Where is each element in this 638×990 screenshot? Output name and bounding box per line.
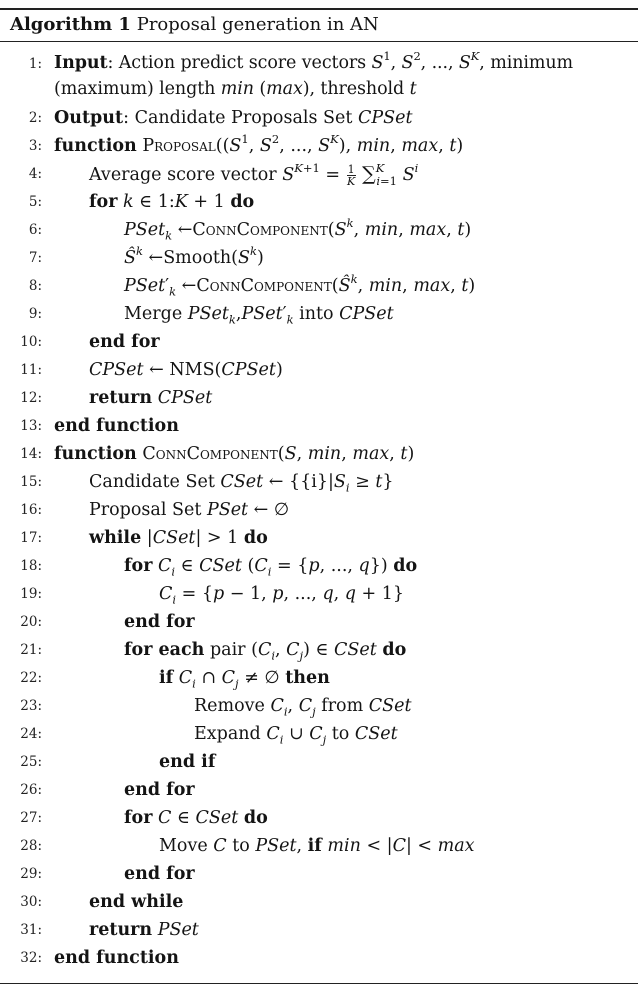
algorithm-line-11	[0, 356, 638, 384]
line-number: 27:	[20, 810, 42, 826]
algorithm-line-30	[0, 888, 638, 916]
line-text: function $Proposal((S^1$, $S^2$, ..., $S^K$), min, max, t)	[54, 132, 464, 156]
line-text: CPSet ← NMS(CPSet)	[89, 360, 283, 380]
algorithm-line-13	[0, 412, 638, 440]
line-number: 2:	[28, 110, 42, 126]
line-text: end function	[54, 416, 179, 436]
algorithm-line-6	[0, 216, 638, 244]
line-text: Input: Action predict score vectors $S^1$, $S^2$, ..., $S^K$, minimum (maximum) length min (max), threshold t	[54, 49, 574, 99]
algorithm-line-28	[0, 832, 638, 860]
line-number: 32:	[20, 950, 42, 966]
algorithm-line-25	[0, 748, 638, 776]
line-number: 10:	[20, 334, 42, 350]
line-text: end if	[159, 752, 216, 772]
line-text: for each pair ($C_i$, $C_j$) ∈ CSet do	[124, 640, 407, 663]
bottom-rule	[0, 983, 638, 984]
line-number: 30:	[20, 894, 42, 910]
algorithm-line-17	[0, 524, 638, 552]
line-number: 31:	[20, 922, 42, 938]
line-text: Output: Candidate Proposals Set CPSet	[54, 108, 413, 128]
algorithm-line-12	[0, 384, 638, 412]
line-text: Remove $C_i$, $C_j$ from CSet	[194, 696, 412, 719]
algorithm-line-26	[0, 776, 638, 804]
line-number: 12:	[20, 390, 42, 406]
line-text: end for	[89, 332, 160, 352]
line-text: if $C_i$ ∩ $C_j$ ≠ ∅ then	[159, 668, 330, 691]
line-text: for $C_i$ ∈ CSet ($C_i = \{p$, ..., q}) do	[124, 556, 418, 579]
line-text: end function	[54, 948, 179, 968]
line-text: $Ŝ^k$ $\leftarrow Smooth(S^k)$	[124, 244, 264, 268]
line-text: end for	[124, 780, 195, 800]
line-number: 20:	[20, 614, 42, 630]
algorithm-header	[10, 11, 634, 39]
line-text: while |CSet| > 1 do	[89, 528, 268, 548]
algorithm-line-10	[0, 328, 638, 356]
line-number: 14:	[20, 446, 42, 462]
algorithm-line-5	[0, 188, 638, 216]
line-number: 15:	[20, 474, 42, 490]
line-number: 26:	[20, 782, 42, 798]
algorithm-line-14	[0, 440, 638, 468]
algorithm-line-2	[0, 104, 638, 132]
line-number: 18:	[20, 558, 42, 574]
header-rule	[0, 41, 638, 42]
line-number: 4:	[28, 166, 42, 182]
line-text: function ConnComponent(S, min, max, t)	[54, 444, 415, 464]
line-text: return CPSet	[89, 388, 213, 408]
algorithm-line-1	[0, 50, 638, 104]
line-text: Expand $C_i$ ∪ $C_j$ to CSet	[194, 724, 398, 747]
line-number: 1:	[28, 56, 42, 72]
algorithm-line-16	[0, 496, 638, 524]
line-text: Merge $PSet_k,PSet'_k$ into CPSet	[124, 304, 394, 327]
line-text: Candidate Set CSet ← $\{\{i\}|S_i \ge t\}$	[89, 472, 394, 495]
algorithm-lines	[0, 50, 638, 972]
line-number: 9:	[28, 306, 42, 322]
line-text: Proposal Set PSet ← ∅	[89, 500, 290, 520]
line-number: 17:	[20, 530, 42, 546]
line-number: 13:	[20, 418, 42, 434]
line-number: 24:	[20, 726, 42, 742]
line-number: 7:	[28, 250, 42, 266]
line-text: Move C to PSet, if min < |C| < max	[159, 836, 475, 856]
algorithm-line-19	[0, 580, 638, 608]
algorithm-line-22	[0, 664, 638, 692]
line-text: for k ∈ 1:K + 1 do	[89, 192, 255, 212]
line-text: Average score vector $S^{K+1}$ = $\frac{1}{K}$ ∑$^K_{i=1}$ $S^i$	[89, 161, 419, 188]
line-text: $PSet'_k$ $\leftarrow ConnComponent(Ŝ^k$, min, max, t)	[124, 272, 476, 299]
line-text: end while	[89, 892, 184, 912]
line-text: end for	[124, 864, 195, 884]
top-rule	[0, 8, 638, 10]
line-number: 23:	[20, 698, 42, 714]
algorithm-line-18	[0, 552, 638, 580]
algorithm-line-9	[0, 300, 638, 328]
algorithm-line-4	[0, 160, 638, 188]
line-number: 3:	[28, 138, 42, 154]
algorithm-line-15	[0, 468, 638, 496]
line-text: end for	[124, 612, 195, 632]
line-number: 25:	[20, 754, 42, 770]
line-number: 6:	[28, 222, 42, 238]
algorithm-title: Proposal generation in AN	[136, 14, 379, 35]
algorithm-line-23	[0, 692, 638, 720]
line-text: return PSet	[89, 920, 199, 940]
line-number: 8:	[28, 278, 42, 294]
algorithm-line-31	[0, 916, 638, 944]
line-number: 19:	[20, 586, 42, 602]
line-number: 5:	[28, 194, 42, 210]
algorithm-line-24	[0, 720, 638, 748]
algorithm-line-21	[0, 636, 638, 664]
algorithm-line-7	[0, 244, 638, 272]
algorithm-line-8	[0, 272, 638, 300]
algorithm-label: Algorithm 1	[10, 14, 131, 35]
line-text: for C ∈ CSet do	[124, 808, 268, 828]
algorithm-line-3	[0, 132, 638, 160]
line-number: 29:	[20, 866, 42, 882]
line-text: $C_i = \{p - 1$, p, ..., q, q + 1}	[159, 584, 405, 607]
line-number: 28:	[20, 838, 42, 854]
line-number: 22:	[20, 670, 42, 686]
algorithm-line-20	[0, 608, 638, 636]
algorithm-line-29	[0, 860, 638, 888]
line-number: 16:	[20, 502, 42, 518]
line-text: PSet$_k$ $\leftarrow ConnComponent(S^k$, min, max, t)	[124, 216, 472, 243]
line-number: 21:	[20, 642, 42, 658]
algorithm-line-32	[0, 944, 638, 972]
algorithm-line-27	[0, 804, 638, 832]
line-number: 11:	[20, 362, 42, 378]
